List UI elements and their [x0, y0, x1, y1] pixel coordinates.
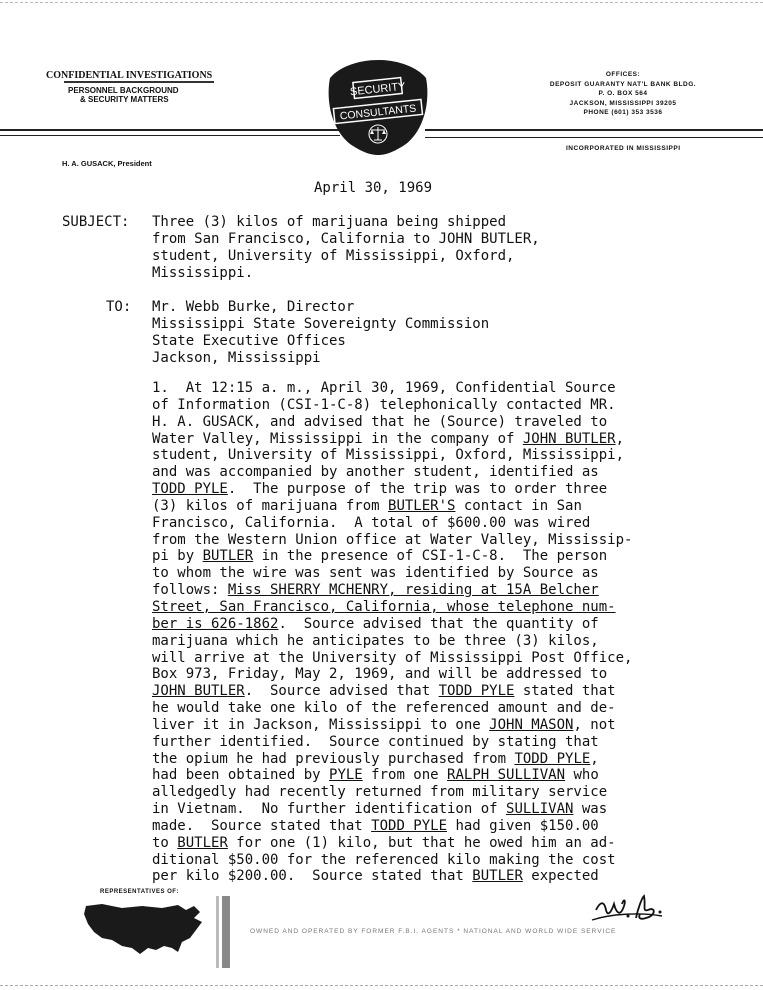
body-text: had been obtained by: [152, 767, 330, 784]
body-text: contact in San: [455, 497, 582, 514]
body-line: [152, 616, 672, 633]
name-butler: BUTLER: [472, 868, 523, 885]
body-text: who: [565, 767, 599, 784]
subject-text: [152, 214, 540, 282]
body-text: stated that: [514, 683, 616, 700]
body-line: 1. At 12:15 a. m., April 30, 1969, Confidential Source: [152, 380, 616, 396]
body-line: to whom the wire was sent was identified by Source as: [152, 565, 599, 582]
body-text: for one (1) kilo, but that he owed him an ad-: [227, 834, 616, 851]
letterhead-line-security: & SECURITY MATTERS: [80, 95, 169, 104]
body-text: ,: [590, 750, 599, 767]
body-line: student, University of Mississippi, Oxford, Mississippi,: [152, 447, 625, 464]
president-name: H. A. GUSACK, President: [62, 159, 152, 168]
body-line: H. A. GUSACK, and advised that he (Source) traveled to: [152, 413, 608, 430]
body-text: follows:: [152, 582, 228, 599]
body-line: [152, 818, 672, 835]
subject-line: student, University of Mississippi, Oxford,: [152, 248, 515, 264]
body-line: [152, 582, 672, 599]
body-text: to: [152, 834, 178, 851]
to-line: State Executive Offices: [152, 333, 346, 349]
name-john-butler: JOHN BUTLER: [522, 430, 616, 447]
body-text: . Source advised that the quantity of: [278, 615, 599, 632]
body-line: [152, 548, 672, 565]
body-text: the opium he had previously purchased from: [152, 750, 515, 767]
body-line: [152, 868, 672, 885]
body-text: from one: [362, 767, 448, 784]
body-text: was: [573, 801, 608, 818]
body-line: of Information (CSI-1-C-8) telephonically contacted MR.: [152, 396, 616, 413]
letter-date: April 30, 1969: [314, 180, 433, 196]
body-line: [152, 431, 672, 448]
name-sherry-mchenry: Miss SHERRY MCHENRY, residing at 15A Belcher: [227, 582, 599, 599]
incorporated-note: INCORPORATED IN MISSISSIPPI: [566, 145, 681, 152]
body-text: liver it in Jackson, Mississippi to one: [152, 716, 490, 733]
name-todd-pyle: TODD PYLE: [514, 750, 591, 767]
body-line: from the Western Union office at Water Valley, Mississip-: [152, 531, 633, 548]
name-sullivan: SULLIVAN: [506, 801, 574, 818]
body-text: ,: [615, 430, 625, 447]
offices-line: P. O. BOX 564: [598, 90, 648, 97]
scales-of-justice-icon: [369, 125, 387, 143]
name-butler: BUTLER: [202, 548, 254, 565]
body-line: [152, 683, 672, 700]
body-text: pi by: [152, 548, 203, 565]
body-text: per kilo $200.00. Source stated that: [152, 868, 473, 885]
name-todd-pyle: TODD PYLE: [371, 817, 448, 834]
body-text: . Source advised that: [244, 683, 439, 700]
security-consultants-badge-logo: [326, 58, 430, 156]
to-line: Mississippi State Sovereignty Commission: [152, 316, 490, 332]
body-text: expected: [522, 868, 599, 885]
handwritten-initials-signature: [590, 890, 672, 928]
to-line: Jackson, Mississippi: [152, 350, 321, 366]
name-todd-pyle: TODD PYLE: [438, 683, 515, 700]
name-pyle: PYLE: [329, 767, 363, 784]
body-line: further identified. Source continued by stating that: [152, 733, 599, 750]
body-text: made. Source stated that: [152, 817, 372, 834]
representatives-label: REPRESENTATIVES OF:: [100, 889, 179, 895]
body-text: (3) kilos of marijuana from: [152, 497, 389, 514]
body-line: [152, 767, 672, 784]
body-line: marijuana which he anticipates to be three (3) kilos,: [152, 632, 599, 649]
letterhead-rule-right-2: [425, 137, 763, 138]
body-text: in Vietnam. No further identification of: [152, 801, 507, 818]
name-john-butler: JOHN BUTLER: [152, 683, 245, 700]
body-paragraph: [152, 380, 672, 885]
letterhead-rule-left-2: [0, 135, 340, 136]
address-underlined: Street, San Francisco, California, whose telephone num-: [152, 598, 616, 615]
to-address: [152, 299, 489, 367]
body-line: and was accompanied by another student, identified as: [152, 464, 599, 481]
name-john-mason: JOHN MASON: [489, 716, 574, 733]
body-text: . The purpose of the trip was to order three: [227, 481, 608, 498]
body-text: in the presence of CSI-1-C-8. The person: [253, 548, 608, 565]
offices-line: JACKSON, MISSISSIPPI 39205: [569, 99, 677, 107]
top-edge-dots: [0, 2, 763, 3]
offices-line: PHONE (601) 353 3536: [583, 109, 663, 116]
letterhead-rule-left-1: [0, 129, 340, 131]
letterhead-rule-right-1: [425, 129, 763, 131]
letterhead-offices: [528, 70, 718, 118]
body-line: [152, 481, 672, 498]
footer-note: OWNED AND OPERATED BY FORMER F.B.I. AGENTS * NATIONAL AND WORLD WIDE SERVICE: [250, 928, 617, 935]
subject-line: from San Francisco, California to JOHN BUTLER,: [152, 231, 540, 247]
us-map-icon: [82, 896, 230, 968]
badge-text-consultants: CONSULTANTS: [339, 102, 417, 123]
body-line: [152, 801, 672, 818]
bottom-edge-dots: [0, 985, 763, 986]
letterhead-left: [46, 70, 306, 104]
subject-line: Mississippi.: [152, 265, 254, 281]
subject-line: Three (3) kilos of marijuana being shipped: [152, 214, 507, 230]
to-line: Mr. Webb Burke, Director: [152, 299, 355, 315]
body-line: ditional $50.00 for the referenced kilo making the cost: [152, 851, 616, 868]
name-todd-pyle: TODD PYLE: [152, 481, 228, 498]
body-text: had given $150.00: [447, 817, 599, 834]
name-butlers: BUTLER'S: [388, 497, 456, 514]
body-text: , not: [573, 716, 616, 733]
name-ralph-sullivan: RALPH SULLIVAN: [447, 767, 566, 784]
body-line: alledgedly had recently returned from military service: [152, 784, 608, 801]
offices-line: OFFICES:: [605, 71, 641, 78]
body-line: Box 973, Friday, May 2, 1969, and will be addressed to: [152, 666, 608, 683]
body-line: Francisco, California. A total of $600.00 was wired: [152, 514, 591, 531]
letterhead-title: CONFIDENTIAL INVESTIGATIONS: [46, 70, 213, 81]
phone-underlined: ber is 626-1862: [152, 615, 279, 632]
body-line: [152, 498, 672, 515]
body-line: [152, 717, 672, 734]
subject-label: SUBJECT:: [62, 214, 130, 230]
offices-line: DEPOSIT GUARANTY NAT'L BANK BLDG.: [549, 80, 697, 88]
body-line: [152, 751, 672, 768]
body-line: he would take one kilo of the referenced amount and de-: [152, 700, 616, 717]
body-text: Water Valley, Mississippi in the company of: [152, 430, 523, 447]
to-label: TO:: [106, 299, 132, 315]
badge-text-security: SECURITY: [349, 80, 407, 99]
body-line: [152, 599, 672, 616]
name-butler: BUTLER: [177, 834, 228, 851]
letterhead-line-personnel: PERSONNEL BACKGROUND: [68, 86, 179, 95]
body-line: will arrive at the University of Mississippi Post Office,: [152, 649, 633, 666]
body-line: [152, 835, 672, 852]
